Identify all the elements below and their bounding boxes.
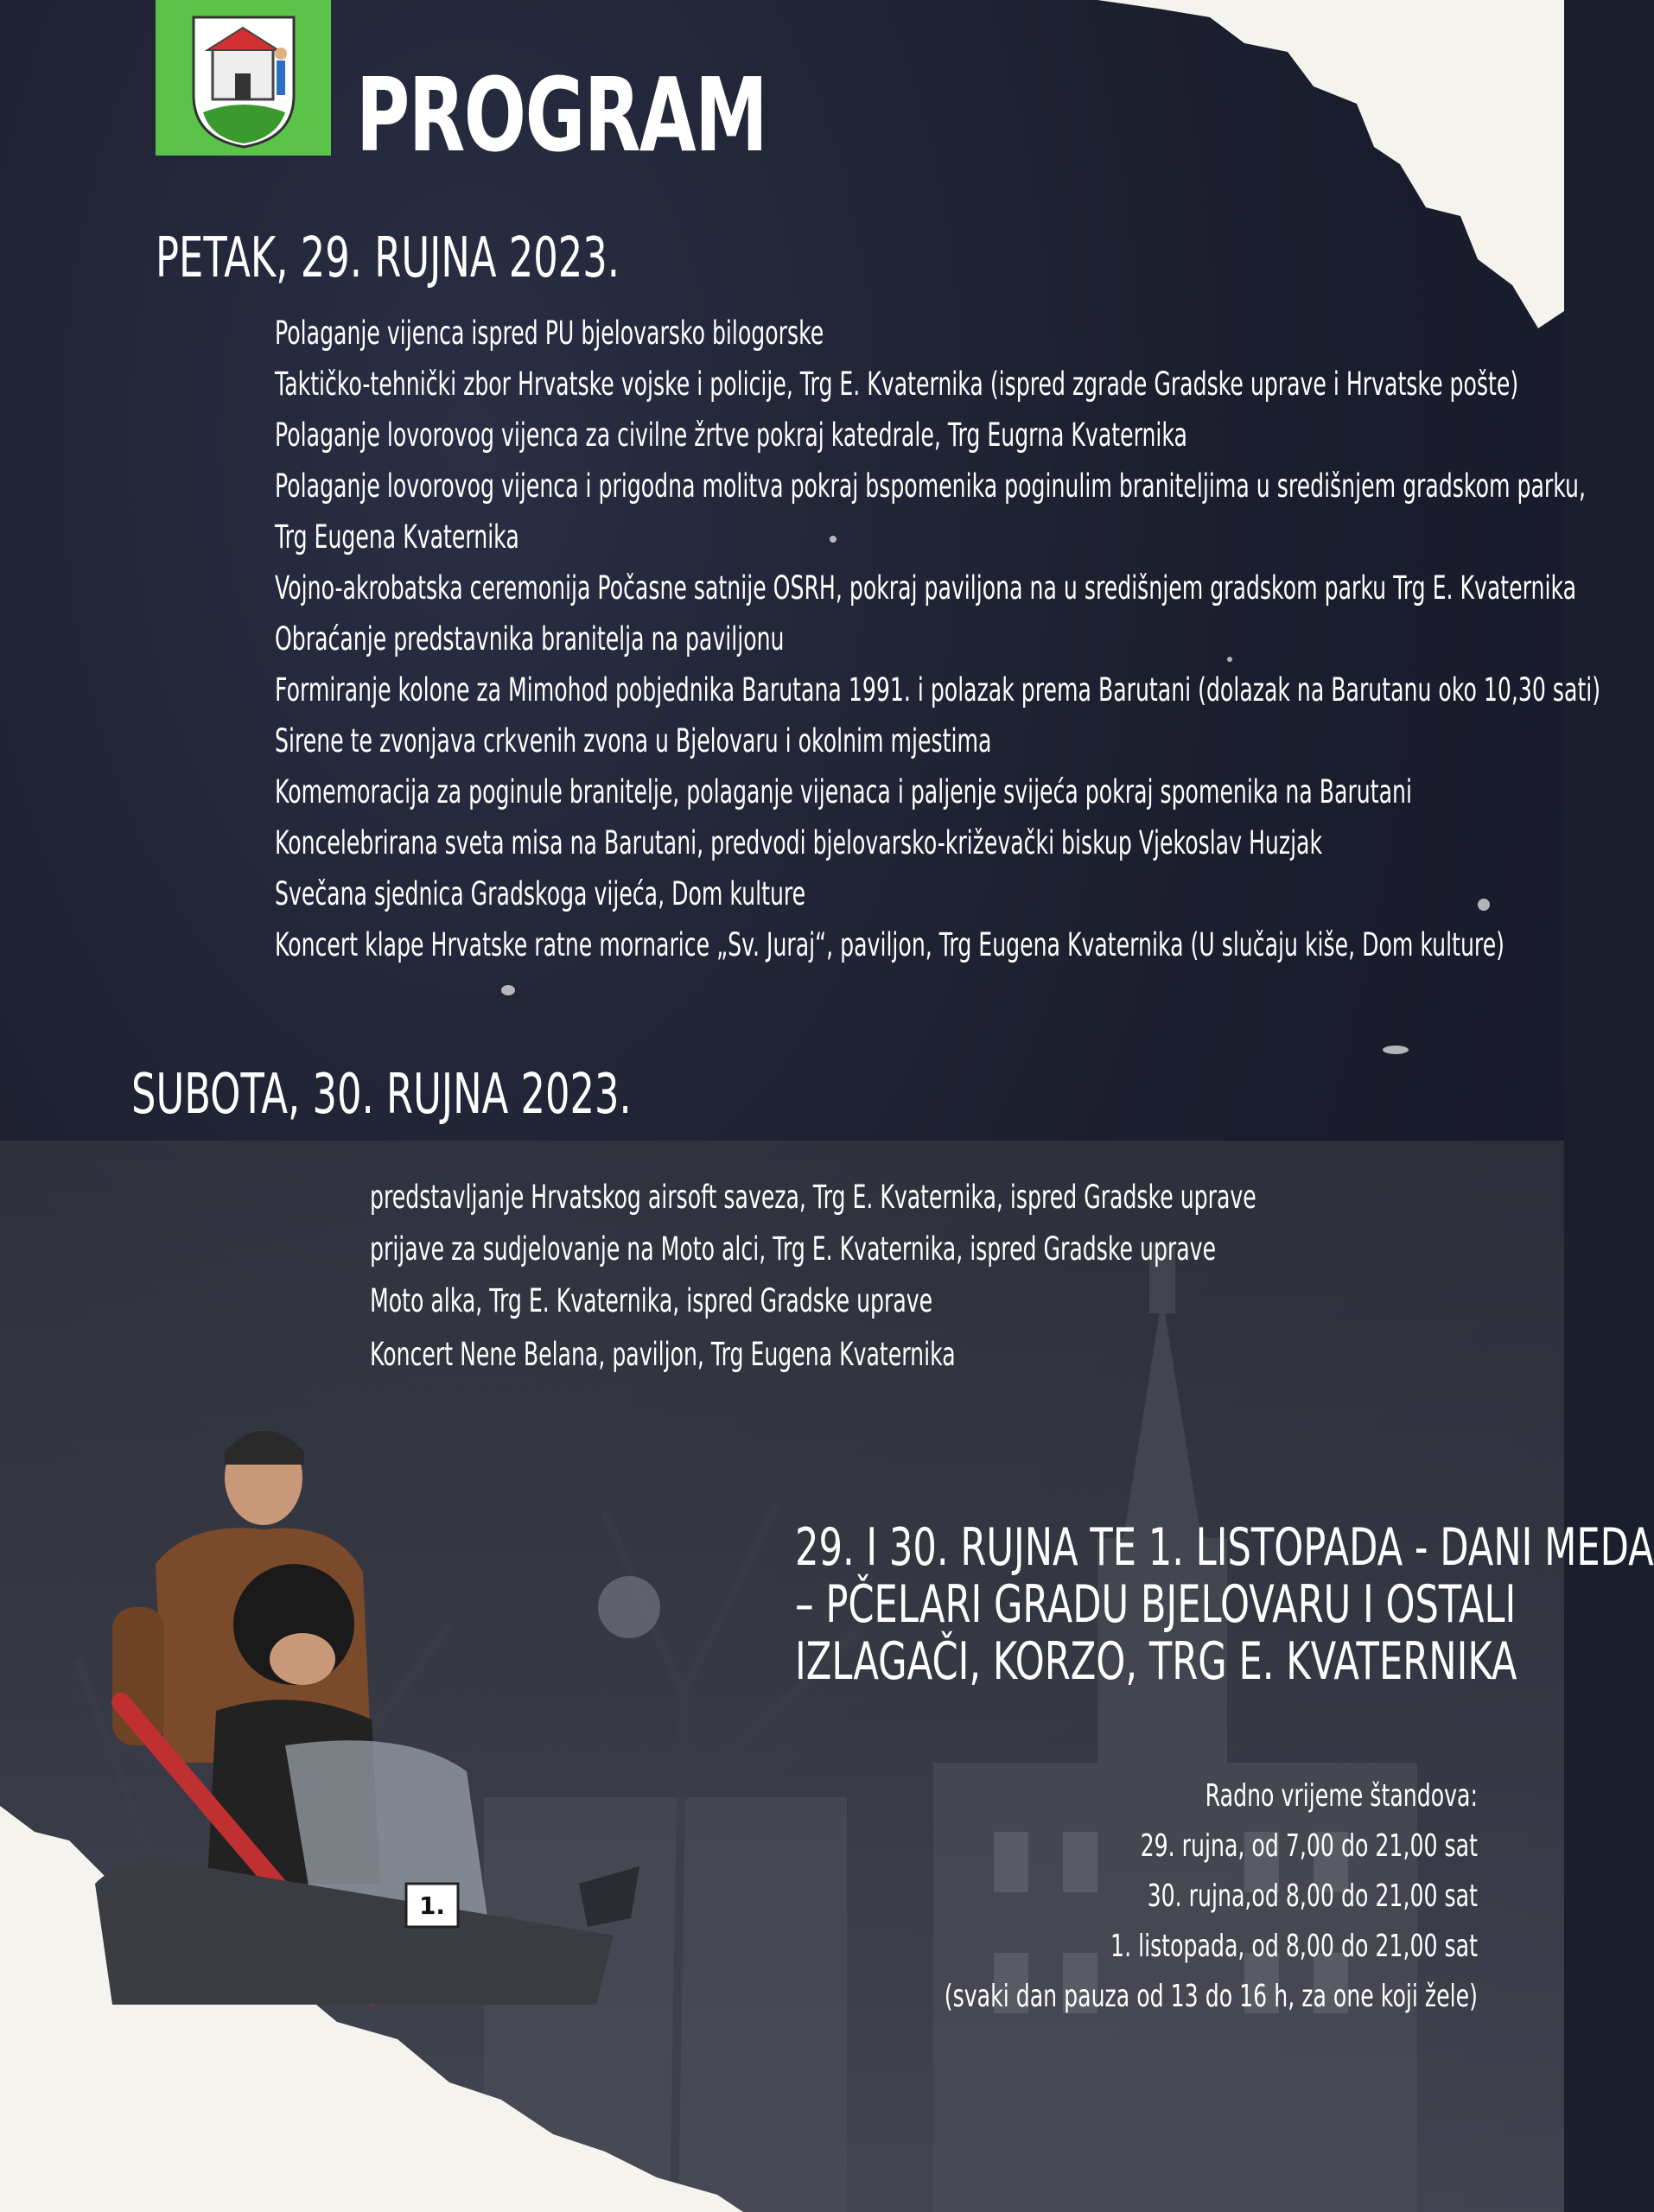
dust-speck [1383,1046,1409,1054]
stand-hours-line: Radno vrijeme štandova: [1205,1778,1478,1814]
schedule-text: Formiranje kolone za Mimohod pobjednika Barutana 1991. i polazak prema Barutani (dolazak na Barutanu oko 10,30 sati) [275,671,1601,709]
dust-speck [501,985,515,995]
schedule-text: prijave za sudjelovanje na Moto alci, Trg E. Kvaternika, ispred Gradske uprave [370,1230,1217,1268]
schedule-text: Sirene te zvonjava crkvenih zvona u Bjelovaru i okolnim mjestima [275,722,992,760]
schedule-text: Moto alka, Trg E. Kvaternika, ispred Gradske uprave [370,1282,933,1319]
motorcycle-riders-photo [60,1400,648,2022]
schedule-text: Obraćanje predstavnika branitelja na paviljonu [275,620,785,658]
dust-speck [830,536,837,543]
honey-days-title-line: – PČELARI GRADU BJELOVARU I OSTALI [794,1574,1517,1635]
schedule-text: Koncert klape Hrvatske ratne mornarice „Sv. Juraj“, paviljon, Trg Eugena Kvaternika (U slučaju kiše, Dom kulture) [275,926,1505,963]
schedule-text: Polaganje vijenca ispred PU bjelovarsko bilogorske [275,315,824,352]
schedule-text: predstavljanje Hrvatskog airsoft saveza, Trg E. Kvaternika, ispred Gradske uprave [370,1179,1256,1216]
schedule-text: Taktičko-tehnički zbor Hrvatske vojske i policije, Trg E. Kvaternika (ispred zgrade Gradske uprave i Hrvatske pošte) [275,365,1519,403]
dust-speck [1227,657,1232,662]
page-title: PROGRAM [356,55,767,175]
stand-hours-line: 29. rujna, od 7,00 do 21,00 sat [1140,1828,1478,1864]
schedule-text: Polaganje lovorovog vijenca za civilne žrtve pokraj katedrale, Trg Eugrna Kvaternika [275,416,1187,454]
schedule-text: Komemoracija za poginule branitelje, polaganje vijenaca i paljenje svijeća pokraj spomenika na Barutani [275,773,1412,810]
schedule-text: Koncelebrirana sveta misa na Barutani, predvodi bjelovarsko-križevački biskup Vjekoslav Huzjak [275,824,1323,861]
city-coat-of-arms-logo [156,0,331,156]
stand-hours-line: 30. rujna,od 8,00 do 21,00 sat [1147,1878,1478,1914]
schedule-text: Polaganje lovorovog vijenca i prigodna molitva pokraj bspomenika poginulim braniteljima u središnjem gradskom parku, [275,467,1586,505]
schedule-text: Svečana sjednica Gradskoga vijeća, Dom kulture [275,875,806,912]
schedule-text: Koncert Nene Belana, paviljon, Trg Eugena Kvaternika [370,1336,956,1373]
stand-hours [700,1771,1478,2022]
stand-hours-line: 1. listopada, od 8,00 do 21,00 sat [1110,1929,1478,1964]
honey-days-title-line: IZLAGAČI, KORZO, TRG E. KVATERNIKA [794,1631,1517,1692]
honey-days-title-line: 29. I 30. RUJNA TE 1. LISTOPADA - DANI MEDA [794,1517,1654,1578]
schedule-text: Trg Eugena Kvaternika [275,518,519,556]
schedule-text: Vojno-akrobatska ceremonija Počasne satnije OSRH, pokraj paviljona na u središnjem gradskom parku Trg E. Kvaternika [275,569,1577,607]
dust-speck [1478,899,1490,911]
bike-plate-number: 1. [418,1891,446,1920]
day2-heading: SUBOTA, 30. RUJNA 2023. [131,1063,632,1127]
stand-hours-line: (svaki dan pauza od 13 do 16 h, za one koji žele) [944,1979,1478,2014]
honey-days-title [529,1517,1654,1692]
day1-heading: PETAK, 29. RUJNA 2023. [156,226,620,290]
